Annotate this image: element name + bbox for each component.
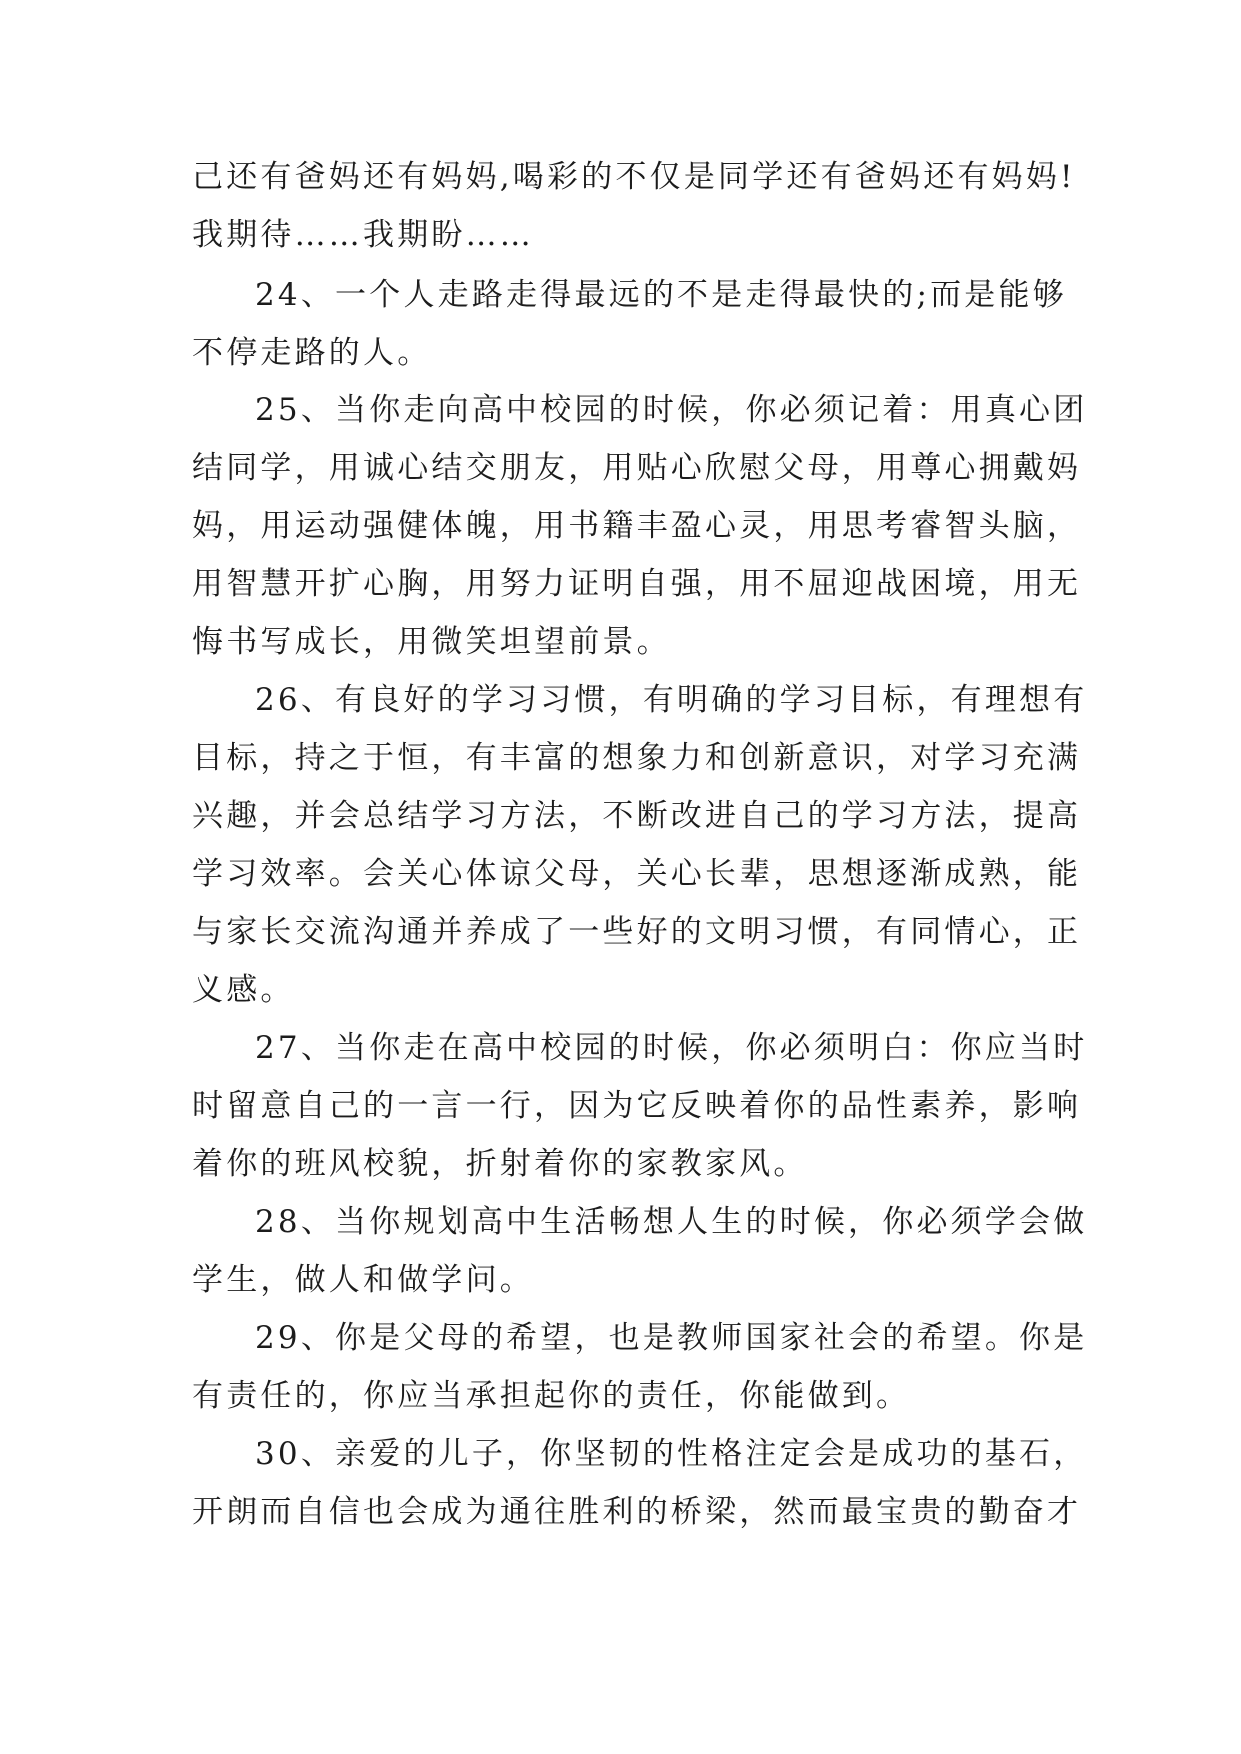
text-line: 兴趣，并会总结学习方法，不断改进自己的学习方法，提高 — [192, 798, 1082, 834]
text-line: 学生，做人和做学问。 — [192, 1262, 534, 1298]
text-line: 妈，用运动强健体魄，用书籍丰盈心灵，用思考睿智头脑， — [192, 508, 1082, 544]
text-line: 结同学，用诚心结交朋友，用贴心欣慰父母，用尊心拥戴妈 — [192, 450, 1082, 486]
text-line: 不停走路的人。 — [192, 335, 432, 371]
text-line: 时留意自己的一言一行，因为它反映着你的品性素养，影响 — [192, 1088, 1082, 1124]
text-line: 己还有爸妈还有妈妈,喝彩的不仅是同学还有爸妈还有妈妈! — [192, 159, 1076, 195]
text-line: 开朗而自信也会成为通往胜利的桥梁，然而最宝贵的勤奋才 — [192, 1494, 1082, 1530]
paragraph-30-line: 30、亲爱的儿子，你坚韧的性格注定会是成功的基石， — [255, 1436, 1088, 1472]
paragraph-27-line: 27、当你走在高中校园的时候，你必须明白：你应当时 — [255, 1030, 1088, 1066]
paragraph-25-line: 25、当你走向高中校园的时候，你必须记着：用真心团 — [255, 392, 1088, 428]
paragraph-24-line: 24、一个人走路走得最远的不是走得最快的;而是能够 — [255, 277, 1067, 313]
paragraph-29-line: 29、你是父母的希望，也是教师国家社会的希望。你是 — [255, 1320, 1088, 1356]
text-line: 与家长交流沟通并养成了一些好的文明习惯，有同情心，正 — [192, 914, 1082, 950]
text-line: 学习效率。会关心体谅父母，关心长辈，思想逐渐成熟，能 — [192, 856, 1082, 892]
text-line: 着你的班风校貌，折射着你的家教家风。 — [192, 1146, 808, 1182]
text-line: 用智慧开扩心胸，用努力证明自强，用不屈迎战困境，用无 — [192, 566, 1082, 602]
text-line: 有责任的，你应当承担起你的责任，你能做到。 — [192, 1378, 911, 1414]
text-line: 我期待……我期盼…… — [192, 217, 534, 253]
paragraph-26-line: 26、有良好的学习习惯，有明确的学习目标，有理想有 — [255, 682, 1088, 718]
text-line: 悔书写成长，用微笑坦望前景。 — [192, 624, 671, 660]
text-line: 目标，持之于恒，有丰富的想象力和创新意识，对学习充满 — [192, 740, 1082, 776]
paragraph-28-line: 28、当你规划高中生活畅想人生的时候，你必须学会做 — [255, 1204, 1088, 1240]
text-line: 义感。 — [192, 972, 295, 1008]
